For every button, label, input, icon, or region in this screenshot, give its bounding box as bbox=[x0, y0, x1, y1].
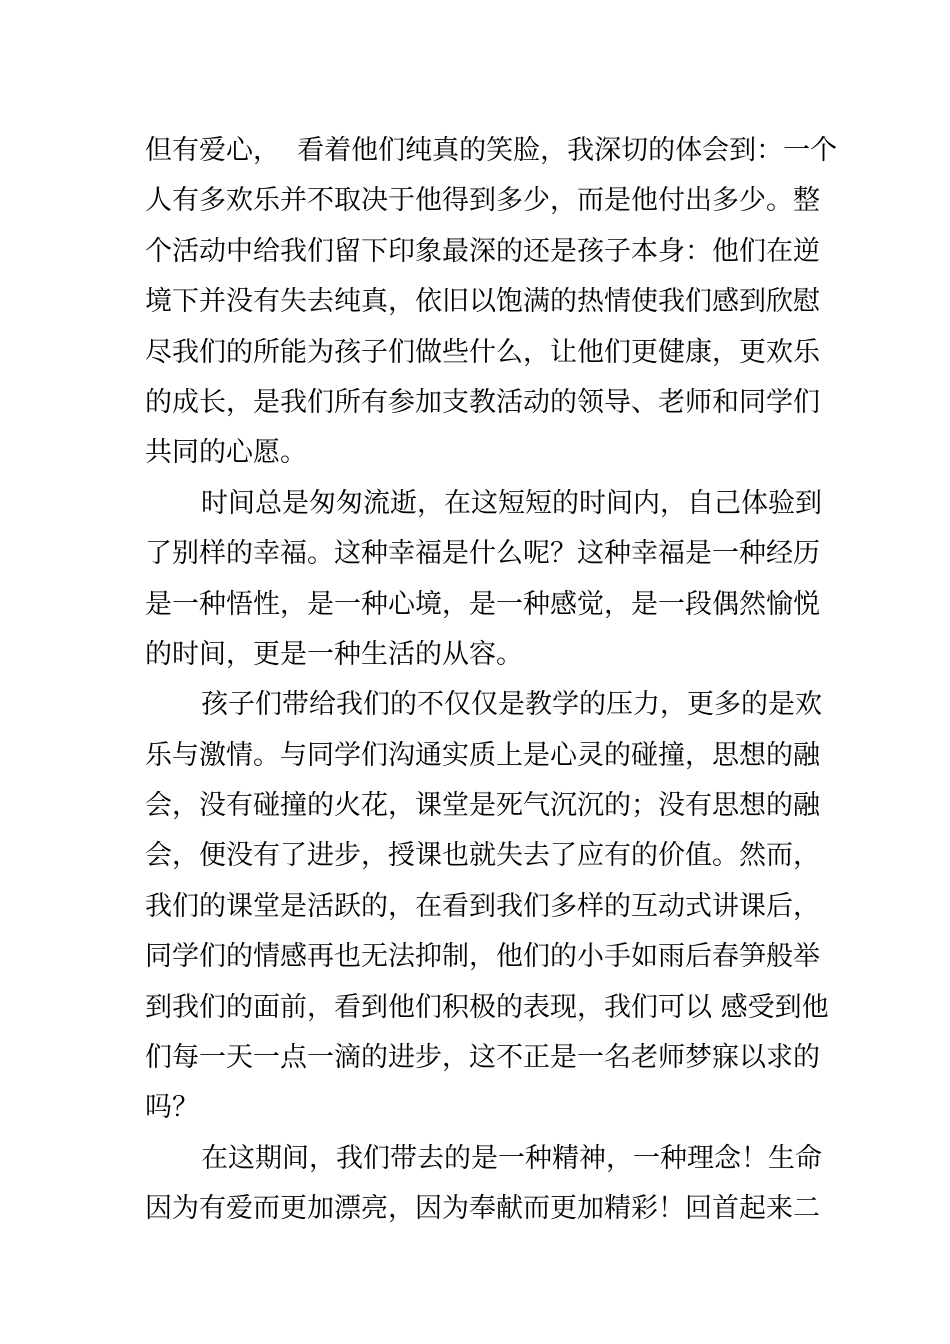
text-line: 会，没有碰撞的火花，课堂是死气沉沉的；没有思想的融 bbox=[145, 790, 820, 822]
text-line: 的成长，是我们所有参加支教活动的领导、老师和同学们 bbox=[145, 386, 820, 418]
text-line: 的时间，更是一种生活的从容。 bbox=[145, 638, 523, 670]
text-line: 吗？ bbox=[145, 1092, 199, 1124]
text-line: 了别样的幸福。这种幸福是什么呢？这种幸福是一种经历 bbox=[145, 538, 820, 570]
text-line: 人有多欢乐并不取决于他得到多少，而是他付出多少。整 bbox=[145, 185, 820, 217]
text-line: 到我们的面前，看到他们积极的表现，我们可以 感受到他 bbox=[145, 991, 829, 1023]
text-line: 孩子们带给我们的不仅仅是教学的压力，更多的是欢 bbox=[201, 689, 822, 721]
text-line: 个活动中给我们留下印象最深的还是孩子本身：他们在逆 bbox=[145, 235, 820, 267]
text-line: 们每一天一点一滴的进步，这不正是一名老师梦寐以求的 bbox=[145, 1042, 820, 1074]
text-line: 乐与激情。与同学们沟通实质上是心灵的碰撞，思想的融 bbox=[145, 739, 820, 771]
text-line: 共同的心愿。 bbox=[145, 437, 307, 469]
text-line: 同学们的情感再也无法抑制，他们的小手如雨后春笋般举 bbox=[145, 941, 820, 973]
paragraph-3 bbox=[145, 680, 829, 1134]
text-line: 我们的课堂是活跃的，在看到我们多样的互动式讲课后， bbox=[145, 890, 820, 922]
text-line: 在这期间，我们带去的是一种精神，一种理念！生命 bbox=[201, 1142, 822, 1174]
text-line: 因为有爱而更加漂亮，因为奉献而更加精彩！回首起来二 bbox=[145, 1193, 820, 1225]
text-line: 时间总是匆匆流逝，在这短短的时间内，自己体验到 bbox=[201, 487, 822, 519]
text-line: 尽我们的所能为孩子们做些什么，让他们更健康，更欢乐 bbox=[145, 336, 820, 368]
document-body bbox=[145, 126, 838, 1235]
text-line: 是一种悟性，是一种心境，是一种感觉，是一段偶然愉悦 bbox=[145, 588, 820, 620]
paragraph-4 bbox=[145, 1134, 822, 1235]
text-line: 会，便没有了进步，授课也就失去了应有的价值。然而， bbox=[145, 840, 820, 872]
paragraph-1 bbox=[145, 126, 838, 479]
paragraph-2 bbox=[145, 479, 822, 681]
text-line: 但有爱心， 看着他们纯真的笑脸，我深切的体会到：一个 bbox=[145, 135, 838, 166]
text-line: 境下并没有失去纯真，依旧以饱满的热情使我们感到欣慰 bbox=[145, 286, 820, 318]
